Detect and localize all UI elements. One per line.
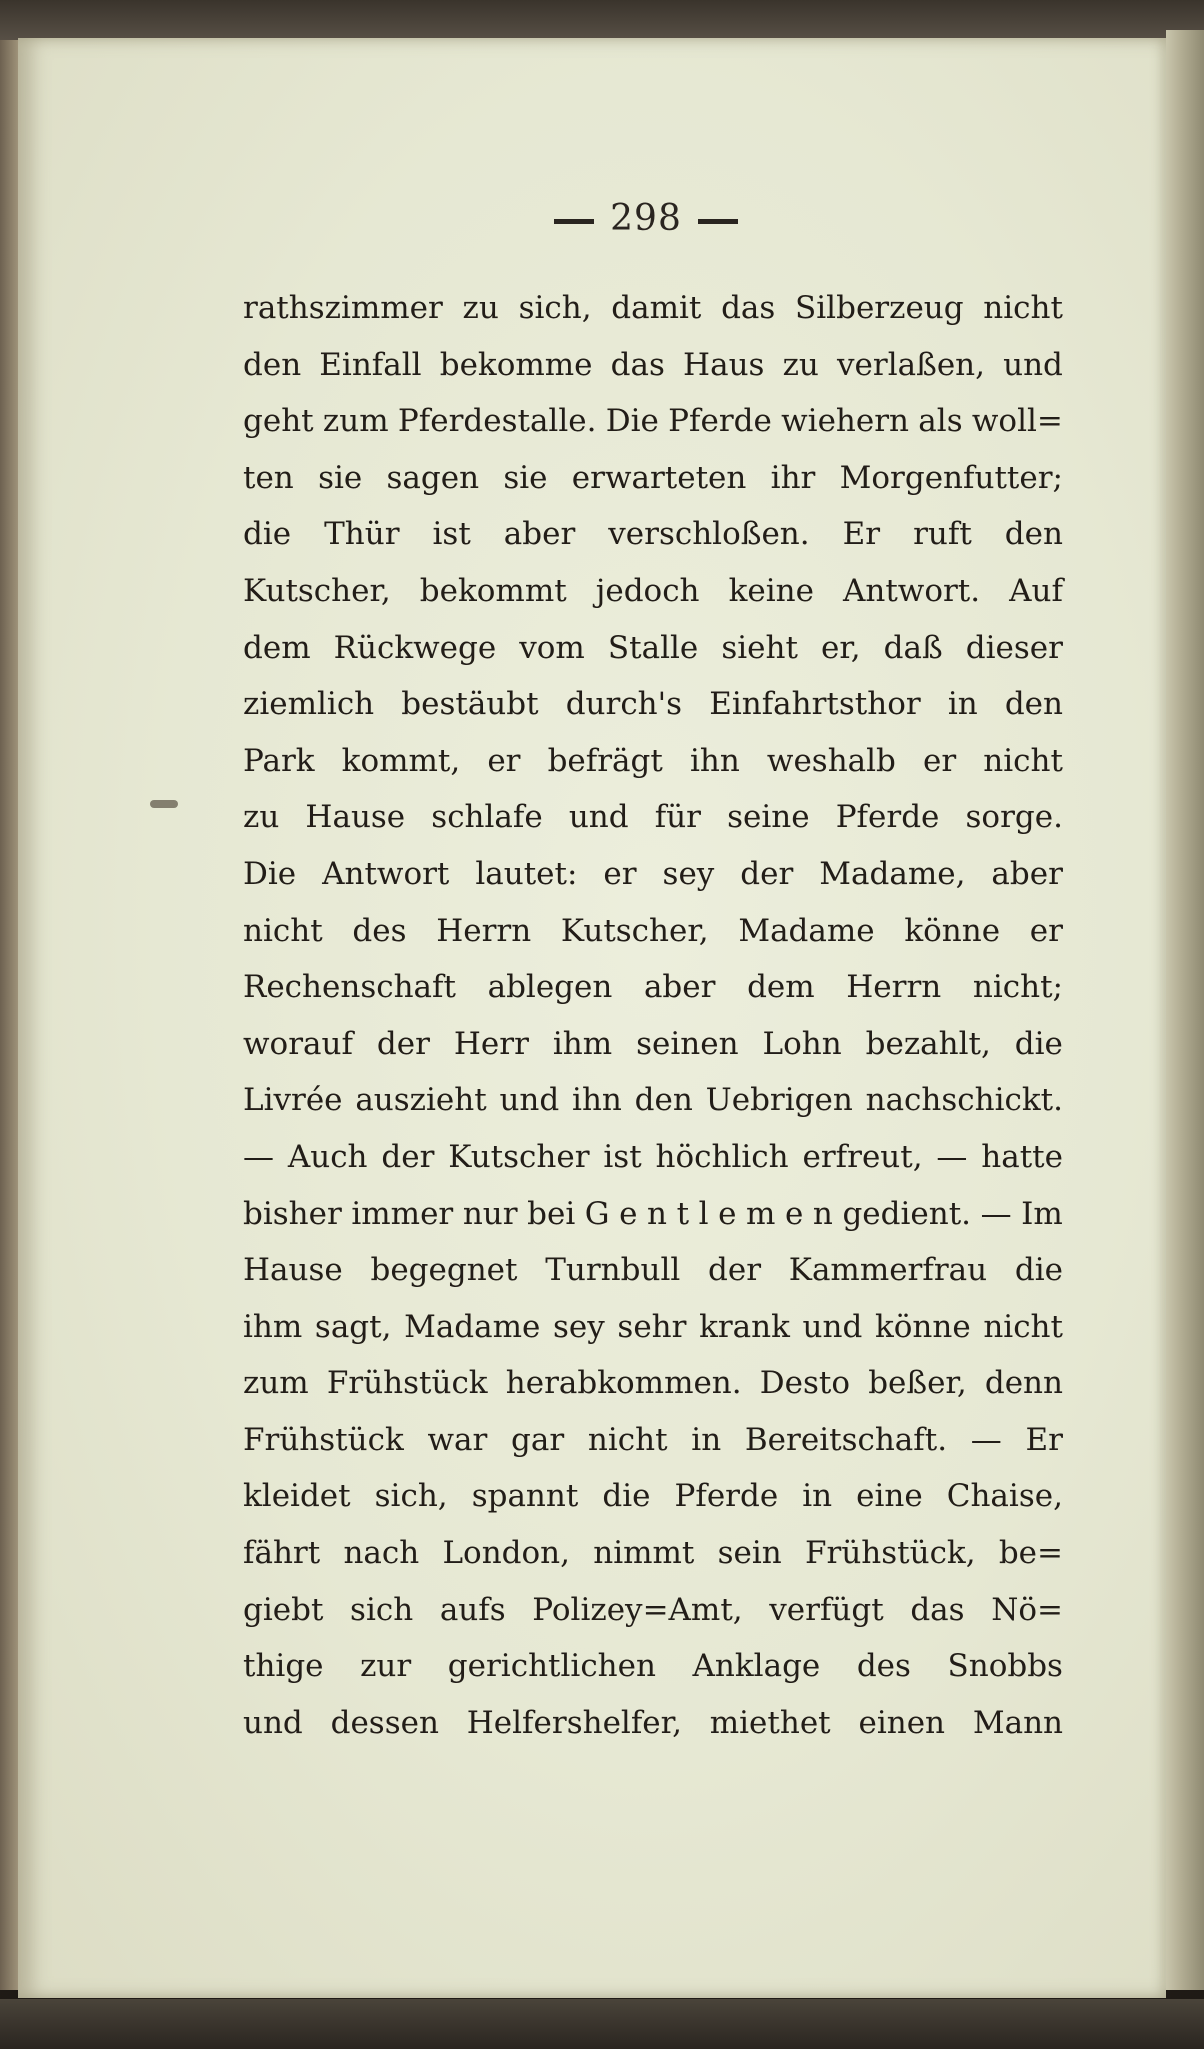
text-line: Livrée auszieht und ihn den Uebrigen nachschickt. bbox=[243, 1082, 1063, 1119]
text-line: nicht des Herrn Kutscher, Madame könne er bbox=[243, 912, 1063, 949]
text-line: zum Frühstück herabkommen. Desto beßer, denn bbox=[243, 1365, 1063, 1402]
body-text bbox=[243, 280, 1063, 1751]
text-line: geht zum Pferdestalle. Die Pferde wiehern als woll= bbox=[243, 403, 1063, 440]
text-line: dem Rückwege vom Stalle sieht er, daß dieser bbox=[243, 629, 1063, 666]
text-line: ten sie sagen sie erwarteten ihr Morgenfutter; bbox=[243, 459, 1063, 496]
text-line: Kutscher, bekommt jedoch keine Antwort. Auf bbox=[243, 572, 1063, 609]
text-line: zu Hause schlafe und für seine Pferde sorge. bbox=[243, 799, 1063, 836]
page-header bbox=[0, 198, 1204, 239]
text-line: und dessen Helfershelfer, miethet einen Mann bbox=[243, 1704, 1063, 1741]
bottom-binding bbox=[0, 1999, 1204, 2049]
text-line: Rechenschaft ablegen aber dem Herrn nicht; bbox=[243, 969, 1063, 1006]
text-line: rathszimmer zu sich, damit das Silberzeug nicht bbox=[243, 290, 1063, 326]
text-line: worauf der Herr ihm seinen Lohn bezahlt, die bbox=[243, 1025, 1063, 1062]
right-page-edge bbox=[1166, 30, 1204, 1990]
text-line: thige zur gerichtlichen Anklage des Snobbs bbox=[243, 1648, 1063, 1685]
text-line: Hause begegnet Turnbull der Kammerfrau die bbox=[243, 1252, 1063, 1289]
text-line: Frühstück war gar nicht in Bereitschaft. — Er bbox=[243, 1421, 1063, 1458]
text-line: Die Antwort lautet: er sey der Madame, aber bbox=[243, 855, 1063, 892]
text-line: giebt sich aufs Polizey=Amt, verfügt das Nö= bbox=[243, 1591, 1063, 1628]
text-line: Park kommt, er befrägt ihn weshalb er nicht bbox=[243, 742, 1063, 779]
text-line: ihm sagt, Madame sey sehr krank und könne nicht bbox=[243, 1308, 1063, 1345]
text-line: den Einfall bekomme das Haus zu verlaßen, und bbox=[243, 346, 1063, 383]
text-line: — Auch der Kutscher ist höchlich erfreut, — hatte bbox=[243, 1138, 1063, 1175]
header-dash-left bbox=[554, 219, 594, 224]
page-number: 298 bbox=[610, 198, 682, 239]
text-line: ziemlich bestäubt durch's Einfahrtsthor in den bbox=[243, 686, 1063, 723]
header-dash-right bbox=[698, 219, 738, 224]
text-line: fährt nach London, nimmt sein Frühstück, be= bbox=[243, 1535, 1063, 1572]
text-line: die Thür ist aber verschloßen. Er ruft den bbox=[243, 516, 1063, 553]
text-line: bisher immer nur bei G e n t l e m e n gedient. — Im bbox=[243, 1195, 1063, 1232]
text-line: kleidet sich, spannt die Pferde in eine Chaise, bbox=[243, 1478, 1063, 1515]
margin-mark bbox=[150, 800, 178, 808]
